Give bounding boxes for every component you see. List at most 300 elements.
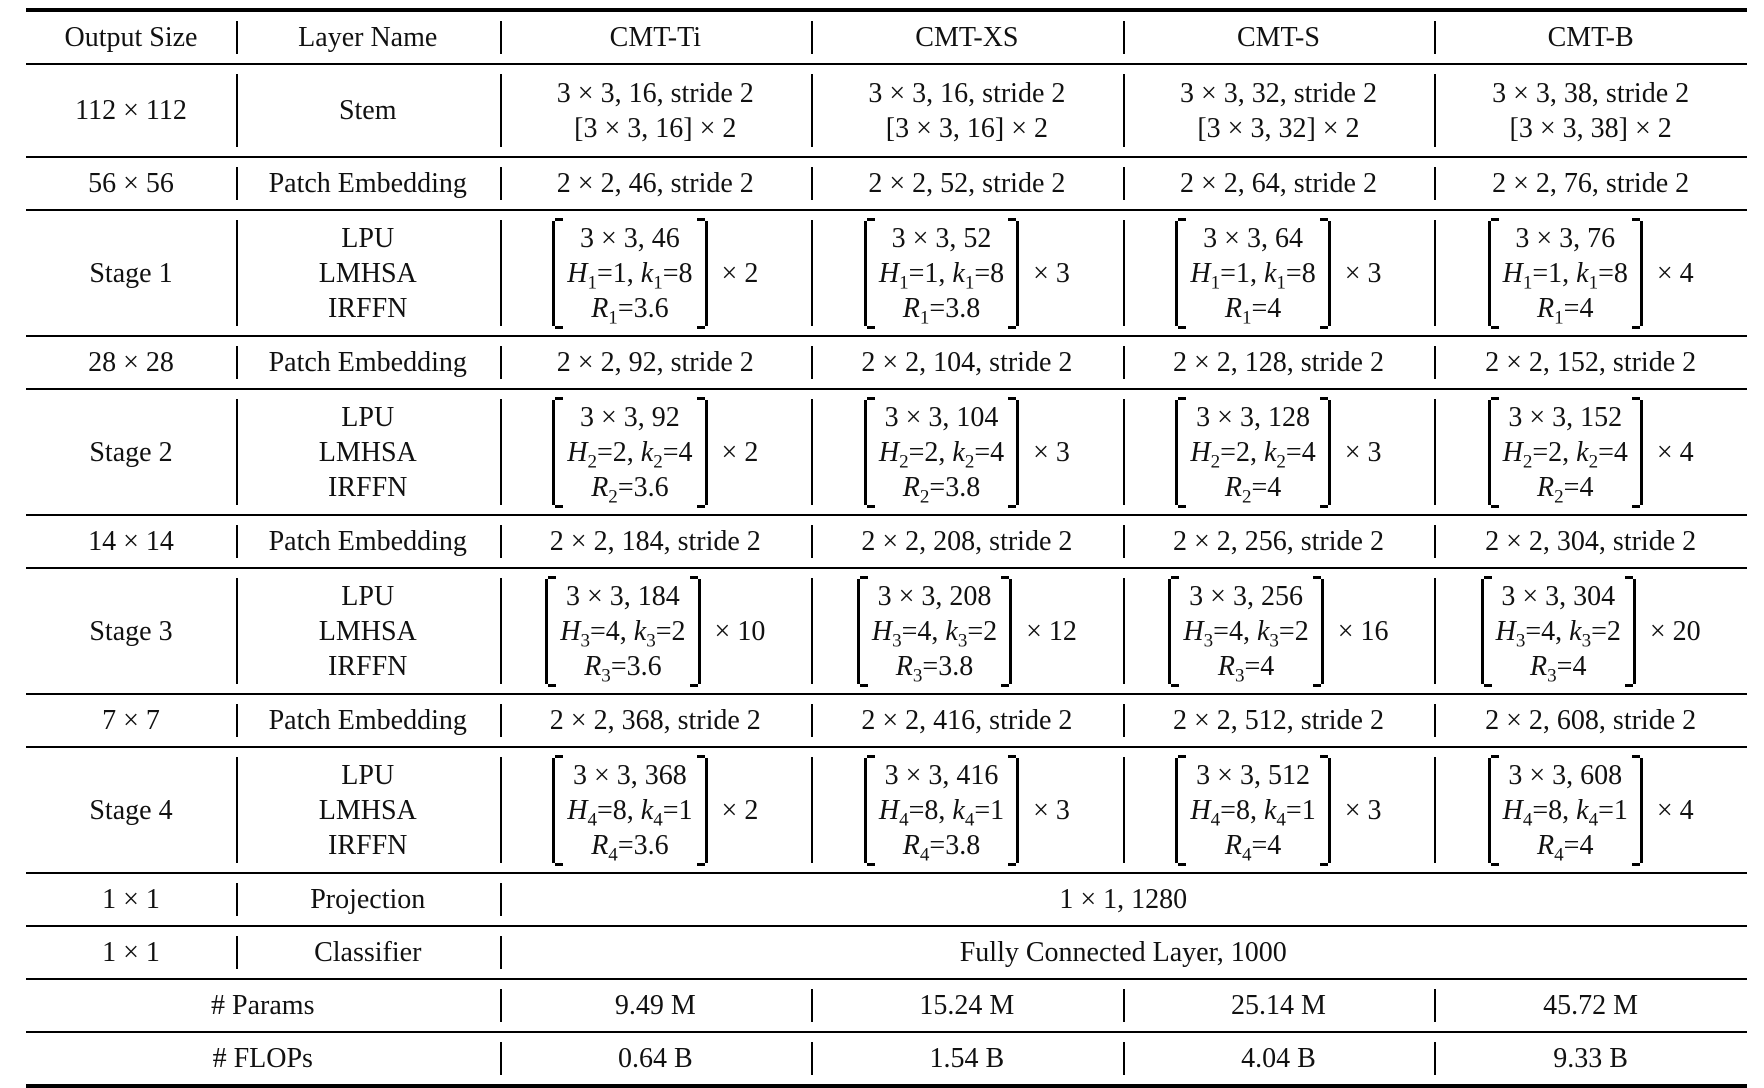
repeat-multiplier: × 16 bbox=[1337, 615, 1389, 647]
stage-layer-name: LPU bbox=[341, 222, 395, 254]
heads-value: 8 bbox=[924, 794, 939, 826]
stage-config-cell bbox=[811, 389, 1123, 515]
heads-value: 2 bbox=[924, 436, 939, 468]
params-row-value: 45.72 M bbox=[1434, 979, 1747, 1032]
attention-line: $H_3=4$, $k_3=2$ bbox=[560, 615, 686, 652]
reduction-value: 4 bbox=[990, 436, 1005, 468]
stage-block bbox=[864, 221, 1070, 329]
expansion-ratio-value: 4 bbox=[1579, 471, 1594, 503]
r-symbol: R bbox=[591, 292, 609, 324]
repeat-multiplier: × 4 bbox=[1656, 794, 1694, 826]
layer-name-cell: Patch Embedding bbox=[236, 515, 500, 568]
heads-value: 2 bbox=[1235, 436, 1250, 468]
conv-line: 3 × 3, 208 bbox=[877, 580, 992, 612]
expansion-line: $R_4=4$ bbox=[1537, 829, 1594, 866]
expansion-ratio-value: 3.6 bbox=[626, 650, 662, 682]
repeat-multiplier: × 3 bbox=[1033, 257, 1070, 289]
bracket-matrix bbox=[857, 579, 1012, 687]
stem-repeat-line: [3 × 3, 16] × 2 bbox=[574, 112, 737, 144]
stage-config-cell bbox=[1434, 747, 1747, 873]
stage-index: 4 bbox=[608, 844, 618, 866]
stage-row bbox=[26, 389, 1747, 515]
stage-index: 4 bbox=[964, 809, 975, 831]
classifier-row-value: Fully Connected Layer, 1000 bbox=[500, 926, 1747, 979]
flops-row-label: # FLOPs bbox=[26, 1032, 500, 1086]
attention-line: $H_1=1$, $k_1=8$ bbox=[878, 257, 1005, 294]
projection-row-value: 1 × 1, 1280 bbox=[500, 873, 1747, 926]
repeat-multiplier: × 2 bbox=[721, 257, 759, 289]
stage-index: 2 bbox=[653, 451, 663, 473]
stage-index: 4 bbox=[1276, 809, 1286, 831]
h-symbol: H bbox=[1190, 794, 1211, 826]
stage-index: 1 bbox=[1210, 272, 1221, 294]
flops-row-value: 0.64 B bbox=[500, 1032, 812, 1086]
reduction-value: 8 bbox=[678, 257, 693, 289]
patch-embedding-config: 2 × 2, 184, stride 2 bbox=[500, 515, 812, 568]
patch-embedding-config: 2 × 2, 416, stride 2 bbox=[811, 694, 1123, 747]
bracket-matrix bbox=[864, 221, 1019, 329]
stem-config-cell bbox=[500, 64, 812, 157]
stage-index: 3 bbox=[957, 630, 968, 652]
stage-index: 1 bbox=[608, 307, 618, 329]
heads-value: 2 bbox=[612, 436, 627, 468]
r-symbol: R bbox=[902, 829, 920, 861]
stage-layers-cell bbox=[236, 389, 500, 515]
h-symbol: H bbox=[1502, 257, 1523, 289]
repeat-multiplier: × 20 bbox=[1649, 615, 1701, 647]
layer-name-cell: Projection bbox=[236, 873, 500, 926]
h-symbol: H bbox=[1502, 794, 1523, 826]
stage-layer-list bbox=[319, 400, 417, 505]
conv-line: 3 × 3, 608 bbox=[1508, 759, 1623, 791]
h-symbol: H bbox=[1183, 615, 1204, 647]
stem-config-cell bbox=[1434, 64, 1747, 157]
stage-block bbox=[545, 579, 766, 687]
stem-conv-line: 3 × 3, 16, stride 2 bbox=[868, 77, 1066, 109]
stage-layer-name: LPU bbox=[341, 759, 395, 791]
output-size-cell: 56 × 56 bbox=[26, 157, 236, 210]
stem-conv-line: 3 × 3, 38, stride 2 bbox=[1492, 77, 1690, 109]
attention-line: $H_3=4$, $k_3=2$ bbox=[1183, 615, 1309, 652]
stage-index: 2 bbox=[1276, 451, 1286, 473]
bracket-matrix bbox=[1481, 579, 1636, 687]
stage-index: 3 bbox=[1581, 630, 1592, 652]
reduction-value: 2 bbox=[671, 615, 686, 647]
stage-config-cell bbox=[1123, 568, 1435, 694]
r-symbol: R bbox=[895, 650, 913, 682]
h-symbol: H bbox=[567, 436, 588, 468]
stage-index: 2 bbox=[1241, 486, 1252, 508]
stage-index: 4 bbox=[587, 809, 597, 831]
stage-index: 4 bbox=[1210, 809, 1221, 831]
stage-index: 1 bbox=[899, 272, 909, 294]
projection-row bbox=[26, 873, 1747, 926]
expansion-ratio-value: 4 bbox=[1267, 829, 1282, 861]
stage-index: 3 bbox=[601, 665, 611, 687]
reduction-value: 1 bbox=[678, 794, 693, 826]
repeat-multiplier: × 4 bbox=[1656, 257, 1694, 289]
stage-index: 2 bbox=[1588, 451, 1599, 473]
conv-line: 3 × 3, 64 bbox=[1203, 222, 1303, 254]
k-symbol: k bbox=[1263, 257, 1277, 289]
h-symbol: H bbox=[567, 257, 588, 289]
heads-value: 1 bbox=[612, 257, 627, 289]
flops-row-value: 4.04 B bbox=[1123, 1032, 1435, 1086]
repeat-multiplier: × 10 bbox=[714, 615, 766, 647]
header-cmt-xs: CMT-XS bbox=[811, 10, 1123, 64]
stage-index: 4 bbox=[1554, 844, 1564, 866]
h-symbol: H bbox=[1190, 257, 1211, 289]
stage-config-cell bbox=[1123, 389, 1435, 515]
stage-layer-name: LMHSA bbox=[318, 436, 417, 468]
expansion-ratio-value: 4 bbox=[1267, 471, 1282, 503]
stage-config-cell bbox=[500, 568, 812, 694]
stage-block bbox=[1481, 579, 1701, 687]
expansion-line: $R_2=3.8$ bbox=[902, 471, 981, 508]
stage-config-cell bbox=[1123, 210, 1435, 336]
bracket-matrix bbox=[1175, 758, 1330, 866]
k-symbol: k bbox=[640, 436, 654, 468]
stage-index: 3 bbox=[1203, 630, 1214, 652]
stage-index: 4 bbox=[1588, 809, 1599, 831]
heads-value: 8 bbox=[1548, 794, 1563, 826]
table-body bbox=[26, 10, 1747, 1086]
conv-line: 3 × 3, 512 bbox=[1196, 759, 1310, 791]
stage-index: 3 bbox=[580, 630, 590, 652]
h-symbol: H bbox=[878, 257, 900, 289]
header-cmt-b: CMT-B bbox=[1434, 10, 1747, 64]
patch-embedding-config: 2 × 2, 64, stride 2 bbox=[1123, 157, 1435, 210]
stage-index: 1 bbox=[653, 272, 663, 294]
output-size-cell: Stage 1 bbox=[26, 210, 236, 336]
conv-line: 3 × 3, 256 bbox=[1189, 580, 1303, 612]
flops-row bbox=[26, 1032, 1747, 1086]
stage-config-cell bbox=[811, 747, 1123, 873]
expansion-line: $R_3=3.6$ bbox=[584, 650, 662, 687]
r-symbol: R bbox=[1224, 292, 1242, 324]
stage-index: 3 bbox=[1515, 630, 1526, 652]
conv-line: 3 × 3, 46 bbox=[580, 222, 680, 254]
attention-line: $H_2=2$, $k_2=4$ bbox=[1502, 436, 1628, 473]
stage-block bbox=[864, 400, 1070, 508]
r-symbol: R bbox=[1217, 650, 1235, 682]
stage-layer-name: IRFFN bbox=[328, 471, 408, 503]
stage-config-cell bbox=[1434, 568, 1747, 694]
stage-config-cell bbox=[500, 747, 812, 873]
expansion-ratio-value: 4 bbox=[1260, 650, 1275, 682]
expansion-line: $R_1=3.8$ bbox=[902, 292, 981, 329]
bracket-matrix bbox=[552, 221, 707, 329]
expansion-line: $R_4=4$ bbox=[1224, 829, 1282, 866]
r-symbol: R bbox=[902, 292, 920, 324]
expansion-line: $R_1=4$ bbox=[1537, 292, 1594, 329]
reduction-value: 1 bbox=[1301, 794, 1316, 826]
header-cmt-s: CMT-S bbox=[1123, 10, 1435, 64]
output-size-cell: Stage 2 bbox=[26, 389, 236, 515]
r-symbol: R bbox=[1224, 471, 1242, 503]
r-symbol: R bbox=[1537, 292, 1555, 324]
heads-value: 8 bbox=[612, 794, 627, 826]
patch-embedding-config: 2 × 2, 104, stride 2 bbox=[811, 336, 1123, 389]
params-row-value: 15.24 M bbox=[811, 979, 1123, 1032]
bracket-matrix bbox=[1488, 400, 1643, 508]
attention-line: $H_4=8$, $k_4=1$ bbox=[1190, 794, 1316, 831]
expansion-line: $R_4=3.8$ bbox=[902, 829, 981, 866]
stage-layer-name: IRFFN bbox=[328, 650, 408, 682]
stage-block bbox=[1168, 579, 1389, 687]
conv-line: 3 × 3, 76 bbox=[1515, 222, 1616, 254]
h-symbol: H bbox=[878, 436, 900, 468]
stage-index: 3 bbox=[892, 630, 902, 652]
header-layer-name: Layer Name bbox=[236, 10, 500, 64]
reduction-value: 1 bbox=[1613, 794, 1628, 826]
stage-config-cell bbox=[500, 389, 812, 515]
stage-index: 3 bbox=[1269, 630, 1279, 652]
heads-value: 4 bbox=[917, 615, 932, 647]
stem-config-cell bbox=[811, 64, 1123, 157]
h-symbol: H bbox=[871, 615, 893, 647]
attention-line: $H_3=4$, $k_3=2$ bbox=[871, 615, 998, 652]
layer-name-cell: Stem bbox=[236, 64, 500, 157]
attention-line: $H_1=1$, $k_1=8$ bbox=[1190, 257, 1316, 294]
stage-layer-name: LMHSA bbox=[318, 257, 417, 289]
stage-block bbox=[1488, 758, 1694, 866]
k-symbol: k bbox=[1263, 794, 1277, 826]
h-symbol: H bbox=[567, 794, 588, 826]
stage-block bbox=[1488, 221, 1694, 329]
bracket-matrix bbox=[1175, 400, 1330, 508]
conv-line: 3 × 3, 104 bbox=[884, 401, 999, 433]
bracket-matrix bbox=[864, 400, 1019, 508]
stage-layer-list bbox=[319, 579, 417, 684]
k-symbol: k bbox=[952, 257, 965, 289]
params-row-value: 9.49 M bbox=[500, 979, 812, 1032]
k-symbol: k bbox=[1576, 257, 1589, 289]
heads-value: 1 bbox=[1235, 257, 1250, 289]
stage-block bbox=[1175, 400, 1382, 508]
conv-line: 3 × 3, 128 bbox=[1196, 401, 1310, 433]
output-size-cell: 28 × 28 bbox=[26, 336, 236, 389]
stage-row bbox=[26, 210, 1747, 336]
conv-line: 3 × 3, 304 bbox=[1501, 580, 1616, 612]
patch-embedding-config: 2 × 2, 152, stride 2 bbox=[1434, 336, 1747, 389]
repeat-multiplier: × 3 bbox=[1344, 257, 1382, 289]
stage-layer-name: IRFFN bbox=[328, 829, 408, 861]
layer-name-cell: Patch Embedding bbox=[236, 157, 500, 210]
expansion-ratio-value: 3.8 bbox=[945, 829, 981, 861]
stem-conv-line: 3 × 3, 32, stride 2 bbox=[1179, 77, 1377, 109]
stage-index: 1 bbox=[1554, 307, 1564, 329]
stem-repeat-line: [3 × 3, 38] × 2 bbox=[1509, 112, 1672, 144]
bracket-matrix bbox=[552, 758, 707, 866]
stage-config-cell bbox=[1123, 747, 1435, 873]
stem-config bbox=[1180, 76, 1377, 146]
h-symbol: H bbox=[878, 794, 900, 826]
expansion-ratio-value: 4 bbox=[1579, 829, 1594, 861]
expansion-line: $R_1=4$ bbox=[1224, 292, 1282, 329]
stem-config bbox=[868, 76, 1065, 146]
stage-layer-name: LMHSA bbox=[318, 615, 417, 647]
architecture-table bbox=[26, 8, 1747, 1088]
r-symbol: R bbox=[1537, 471, 1555, 503]
output-size-cell: Stage 3 bbox=[26, 568, 236, 694]
r-symbol: R bbox=[591, 471, 609, 503]
attention-line: $H_1=1$, $k_1=8$ bbox=[1502, 257, 1628, 294]
heads-value: 4 bbox=[1541, 615, 1556, 647]
attention-line: $H_2=2$, $k_2=4$ bbox=[878, 436, 1005, 473]
stage-config-cell bbox=[811, 210, 1123, 336]
reduction-value: 4 bbox=[678, 436, 693, 468]
heads-value: 4 bbox=[1228, 615, 1243, 647]
conv-line: 3 × 3, 152 bbox=[1508, 401, 1623, 433]
layer-name-cell: Patch Embedding bbox=[236, 694, 500, 747]
patch-embedding-config: 2 × 2, 208, stride 2 bbox=[811, 515, 1123, 568]
stage-layer-name: LMHSA bbox=[318, 794, 417, 826]
repeat-multiplier: × 3 bbox=[1033, 436, 1070, 468]
expansion-line: $R_2=4$ bbox=[1224, 471, 1282, 508]
stage-block bbox=[552, 221, 759, 329]
repeat-multiplier: × 3 bbox=[1033, 794, 1070, 826]
expansion-ratio-value: 3.8 bbox=[938, 650, 974, 682]
stage-block bbox=[857, 579, 1077, 687]
h-symbol: H bbox=[1502, 436, 1523, 468]
conv-line: 3 × 3, 92 bbox=[580, 401, 680, 433]
heads-value: 1 bbox=[924, 257, 939, 289]
stem-row bbox=[26, 64, 1747, 157]
attention-line: $H_2=2$, $k_2=4$ bbox=[1190, 436, 1316, 473]
patch-embedding-config: 2 × 2, 128, stride 2 bbox=[1123, 336, 1435, 389]
patch-embedding-row bbox=[26, 515, 1747, 568]
expansion-ratio-value: 3.8 bbox=[945, 471, 981, 503]
stem-config-cell bbox=[1123, 64, 1435, 157]
bracket-matrix bbox=[1175, 221, 1330, 329]
patch-embedding-config: 2 × 2, 76, stride 2 bbox=[1434, 157, 1747, 210]
h-symbol: H bbox=[560, 615, 581, 647]
stage-index: 2 bbox=[1522, 451, 1533, 473]
expansion-ratio-value: 3.8 bbox=[945, 292, 981, 324]
stage-index: 1 bbox=[1522, 272, 1533, 294]
stem-conv-line: 3 × 3, 16, stride 2 bbox=[556, 77, 754, 109]
stage-block bbox=[1175, 758, 1382, 866]
r-symbol: R bbox=[584, 650, 602, 682]
stage-index: 2 bbox=[587, 451, 597, 473]
stage-index: 2 bbox=[1554, 486, 1564, 508]
repeat-multiplier: × 12 bbox=[1026, 615, 1077, 647]
bracket-matrix bbox=[1488, 221, 1643, 329]
h-symbol: H bbox=[1495, 615, 1516, 647]
attention-line: $H_1=1$, $k_1=8$ bbox=[567, 257, 693, 294]
stage-index: 4 bbox=[899, 809, 909, 831]
bracket-matrix bbox=[545, 579, 700, 687]
k-symbol: k bbox=[640, 257, 654, 289]
stage-block bbox=[1175, 221, 1382, 329]
conv-line: 3 × 3, 368 bbox=[573, 759, 687, 791]
expansion-ratio-value: 3.6 bbox=[633, 292, 669, 324]
reduction-value: 8 bbox=[1301, 257, 1316, 289]
attention-line: $H_4=8$, $k_4=1$ bbox=[878, 794, 1005, 831]
stage-index: 3 bbox=[912, 665, 923, 687]
patch-embedding-config: 2 × 2, 368, stride 2 bbox=[500, 694, 812, 747]
patch-embedding-config: 2 × 2, 512, stride 2 bbox=[1123, 694, 1435, 747]
reduction-value: 4 bbox=[1301, 436, 1316, 468]
stage-index: 4 bbox=[919, 844, 930, 866]
stage-config-cell bbox=[1434, 389, 1747, 515]
reduction-value: 1 bbox=[990, 794, 1005, 826]
output-size-cell: 112 × 112 bbox=[26, 64, 236, 157]
bracket-matrix bbox=[1168, 579, 1323, 687]
stage-index: 3 bbox=[1547, 665, 1557, 687]
k-symbol: k bbox=[952, 794, 965, 826]
expansion-line: $R_4=3.6$ bbox=[591, 829, 669, 866]
k-symbol: k bbox=[640, 794, 654, 826]
r-symbol: R bbox=[591, 829, 609, 861]
stage-layer-list bbox=[319, 221, 417, 326]
expansion-ratio-value: 3.6 bbox=[633, 829, 669, 861]
k-symbol: k bbox=[633, 615, 647, 647]
stage-layer-list bbox=[319, 758, 417, 863]
header-row bbox=[26, 10, 1747, 64]
output-size-cell: 1 × 1 bbox=[26, 873, 236, 926]
stage-index: 2 bbox=[919, 486, 930, 508]
expansion-ratio-value: 4 bbox=[1579, 292, 1594, 324]
expansion-line: $R_3=3.8$ bbox=[895, 650, 974, 687]
k-symbol: k bbox=[952, 436, 965, 468]
attention-line: $H_4=8$, $k_4=1$ bbox=[567, 794, 693, 831]
reduction-value: 8 bbox=[990, 257, 1005, 289]
stage-index: 1 bbox=[1276, 272, 1286, 294]
layer-name-cell: Patch Embedding bbox=[236, 336, 500, 389]
stage-index: 4 bbox=[1241, 844, 1252, 866]
patch-embedding-config: 2 × 2, 256, stride 2 bbox=[1123, 515, 1435, 568]
stage-layer-name: LPU bbox=[341, 401, 395, 433]
expansion-line: $R_2=4$ bbox=[1537, 471, 1594, 508]
heads-value: 4 bbox=[605, 615, 620, 647]
output-size-cell: 7 × 7 bbox=[26, 694, 236, 747]
expansion-line: $R_1=3.6$ bbox=[591, 292, 669, 329]
bracket-matrix bbox=[552, 400, 707, 508]
stage-config-cell bbox=[500, 210, 812, 336]
repeat-multiplier: × 3 bbox=[1344, 436, 1382, 468]
stage-index: 1 bbox=[1588, 272, 1599, 294]
patch-embedding-config: 2 × 2, 304, stride 2 bbox=[1434, 515, 1747, 568]
header-output-size: Output Size bbox=[64, 22, 198, 53]
repeat-multiplier: × 4 bbox=[1656, 436, 1694, 468]
conv-line: 3 × 3, 184 bbox=[566, 580, 680, 612]
stage-layer-name: IRFFN bbox=[328, 292, 408, 324]
patch-embedding-config: 2 × 2, 608, stride 2 bbox=[1434, 694, 1747, 747]
classifier-row bbox=[26, 926, 1747, 979]
conv-line: 3 × 3, 52 bbox=[891, 222, 992, 254]
stage-index: 1 bbox=[587, 272, 597, 294]
heads-value: 8 bbox=[1235, 794, 1250, 826]
layer-name-cell: Classifier bbox=[236, 926, 500, 979]
attention-line: $H_3=4$, $k_3=2$ bbox=[1495, 615, 1621, 652]
k-symbol: k bbox=[1263, 436, 1277, 468]
stage-row bbox=[26, 747, 1747, 873]
stage-index: 3 bbox=[646, 630, 656, 652]
flops-row-value: 1.54 B bbox=[811, 1032, 1123, 1086]
stem-repeat-line: [3 × 3, 32] × 2 bbox=[1197, 112, 1360, 144]
expansion-line: $R_3=4$ bbox=[1530, 650, 1587, 687]
bracket-matrix bbox=[864, 758, 1019, 866]
patch-embedding-config: 2 × 2, 46, stride 2 bbox=[500, 157, 812, 210]
patch-embedding-row bbox=[26, 336, 1747, 389]
stage-config-cell bbox=[1434, 210, 1747, 336]
k-symbol: k bbox=[1576, 436, 1589, 468]
params-row bbox=[26, 979, 1747, 1032]
stage-layers-cell bbox=[236, 568, 500, 694]
stem-config bbox=[557, 76, 754, 146]
